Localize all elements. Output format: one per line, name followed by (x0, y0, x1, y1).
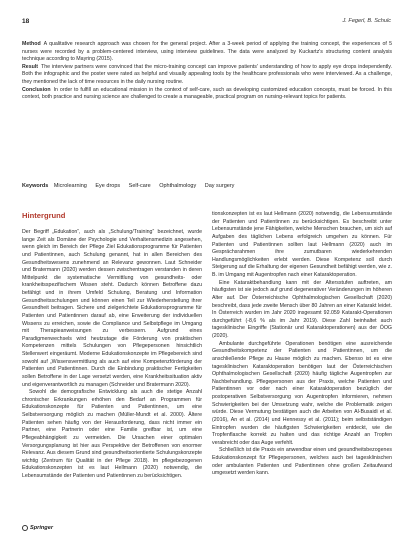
abstract-label: Result (22, 63, 39, 70)
paragraph: Ambulante durchgeführte Operationen benötigen eine ausreichende Gesundheitskompetenz der Patienten und Patientinnen, um die anschließende Pflege zu Hause möglich zu machen. Ebenso ist es eine tagesklinischen Kataraktoperation benötigen laut der Österreichischen Ophthalmologischen Gesellschaft (2020) häufig tägliche Augentropfen zur Nachbehandlung. Pflegepersonen aus der Praxis, welche Patienten und Patientinnen vor oder nach einer Kataraktoperation bezüglich der postoperativen Selbstversorgung von Augentropfen informieren, nehmen Schwierigkeiten bei der Umsetzung wahr, welche die Problematik zeigen würde. Diese Vermutung bestätigen auch die Arbeiten von Al-Busaidi et al. (2016), An et al. (2014) und Hennessy et al. (2011); beim selbstständigen Eintropfen wurden die häufigsten Schwierigkeiten entdeckt, wie die Tropfenflasche korrekt zu halten und das richtige Anzahl an Tropfen verabreicht oder das Auge verfehlt. (212, 340, 392, 446)
section-title: Hintergrund (22, 211, 66, 220)
keyword: Day surgery (204, 183, 235, 189)
abstract-label: Method (22, 41, 41, 47)
paragraph: Eine Kataraktbehandlung kann mit der Altersstufen auftreten, am häufigsten ist sie jedoch auf grund degenerativer Veränderungen im höheren Alter auf. Der Österreichische Ophthalmologischen Gesellschaft (2020) beschreibt, dass jede zweite Mensch über 80 Jahren an einer Katarakt leidet. In Österreich wurden im Jahr 2020 insgesamt 92.059 Katarakt-Operationen durchgeführt (-8,6 % als im Jahr 2019). Diese Zahl beinhaltet auch tagesklinische Eingriffe (Stationär und Kataraktoperationen) aus der ÖOG (2020). (212, 279, 392, 339)
keywords (22, 183, 392, 190)
abstract-result (22, 64, 392, 87)
paragraph: Der Begriff „Edukation“, auch als „Schulung/Training“ bezeichnet, wurde lange Zeit als Domäne der Psychologie und Verhaltensmedizin angesehen, wenn gleich im Bereich der Pflege Ziel Edukationsprogramme für Patienten und Patientinnen, auch Schulung genannt, hat in allen Bereichen des Gesundheitswesens zunehmend an Relevanz gewonnen. Laut Schneider und Bratermann (2020) werden dessen zwischentragen verstanden in deren Mittelpunkt die systematische Vermittlung von gesundheits- oder krankheitsspezifischem Wissen steht. Dadurch können Betroffene dazu befähigt und in ihrem Umfeld Schulung, Beratung und Information Gesundheitsschulungen und können einen Teil zur Wiederherstellung ihrer Gesundheit beitragen. Sichere und zielgerichtete Edukationsprogramme für Patienten und Patientinnen darauf ab, eine Erweiterung der individuellen Wissens zu erreichen, sowie die Compliance und Selbstpflege im Umgang mit Therapieanweisungen zu verbessern. Aufgrund eines Paradigmenwechsels wird heutzutage die Förderung von praktischen Kompetenzen mittels Schulungen von Pflegepersonen hinsichtlich Stellenwert eingeräumt. Moderne Edukationskonzepte im Pflegebereich sind sowohl auf „Wissensvermittlung als auch auf eine Kompetenzförderung der Patienten und Patientinnen. Durch die Einbindung praktischer Fertigkeiten sollen Betroffene in der Lage versetzt werden, eine Krankheitssituation aktiv und eigenverantwortlich zu managen (Schneider und Bratermann 2020). (22, 229, 202, 388)
right-column (212, 211, 392, 478)
keyword: Microlearning (53, 183, 87, 189)
page-number: 18 (22, 18, 30, 25)
publisher-logo (22, 525, 53, 531)
paragraph: Schließlich ist die Praxis ein anwendbar einen und gesundheitsbezogenes Edukationskonzept für Pflegepersonen, welches auch bei tagesklinischen oder ambulanten Patienten und Patientinnen ohne großen Zeitaufwand umgesetzt werden kann. (212, 447, 392, 477)
keyword: Ophthalmology (159, 183, 197, 189)
abstract-text: In order to fulfill an educational mission in the context of self-care, such as developing customized education concepts, must be forced. In this context, both practice and nursing science are challenged to create a manageable, practical program on nursing-relevant topics for patients. (22, 86, 392, 101)
abstract-text: A qualitative research approach was chosen for the general project. After a 3-week period of applying the training concept, the experiences of 5 nurses were recorded by a problem-centered interview, using interview guidelines. The data were analyzed by Kuckartz's structuring content analysis technique according to Mayring (2015). (22, 41, 392, 63)
abstract-label: Conclusion (22, 86, 51, 93)
keyword: Self-care (128, 183, 151, 189)
publisher-name: Springer (30, 525, 54, 531)
keyword: Eye drops (95, 183, 121, 189)
paragraph: Sowohl die demografische Entwicklung als auch die stetige Anzahl chronischer Erkrankungen erhöhen den Bedarf an Programmen für Edukationskonzepte für Patienten und Patientinnen, um eine Selbstversorgung möglich zu machen (Müller-Mundt et al. 2000). Ältere Patienten sehen häufig von der Herausforderung, dass nicht immer ein Partner, eine Partnerin oder eine Familie greifbar ist, um eine Pflegeabhängigkeit zu vermeiden. Die Ursachen einer optimalen Versorgungsplanung ist hier aus Perspektive der Betroffenen von enormer Relevanz. Aus diesem Grund sind gesundheitsorientierte Schulungskonzepte wichtig (Zentrum für Qualität in der Pflege 2018). Im pflegebezogenen Edukationskonzepten ist es laut Hellmann (2020) notwendig, die Lebensumstände der Patienten und Patientinnen zu berücksichtigen. (22, 389, 202, 479)
springer-horse-icon (22, 525, 28, 531)
keywords-label: Keywords (22, 183, 49, 189)
left-column (22, 211, 202, 481)
abstract (22, 41, 392, 102)
running-head: J. Fegerl, B. Schulc (342, 18, 391, 24)
abstract-text: The interview partners were convinced that the micro-training concept can improve patients' understanding of how to apply eye drops independently. Both the infographic and the poster were rated as helpful and visually appealing tools by the healthcare professionals who were interviewed. As a challenge, they mentioned the lack of time resources in the daily nursing routine. (22, 63, 392, 85)
abstract-method (22, 41, 392, 64)
abstract-conclusion (22, 87, 392, 102)
paragraph: tionskonzepten ist es laut Hellmann (2020) notwendig, die Lebensumstände der Patienten und Patientinnen zu berücksichtigen. Es beschreibt unter Lebensumstände jene Fähigkeiten, welche Menschen brauchen, um sich auf Aufgaben des täglichen Lebens erfolgreich umgehen zu können. Für Patienten und Patientinnen sollten laut Hellmann (2020) auch im Gesprächsrahmen ihre zumutbaren wiederkehrenden Handlungsmöglichkeiten erlebt werden. Diese Kompetenz soll durch Steigerung auf die Erhaltung der eigenen Gesundheit befähigt werden, wie z. B. im Umgang mit Augentropfen nach einer Kataraktoperation. (212, 211, 392, 278)
